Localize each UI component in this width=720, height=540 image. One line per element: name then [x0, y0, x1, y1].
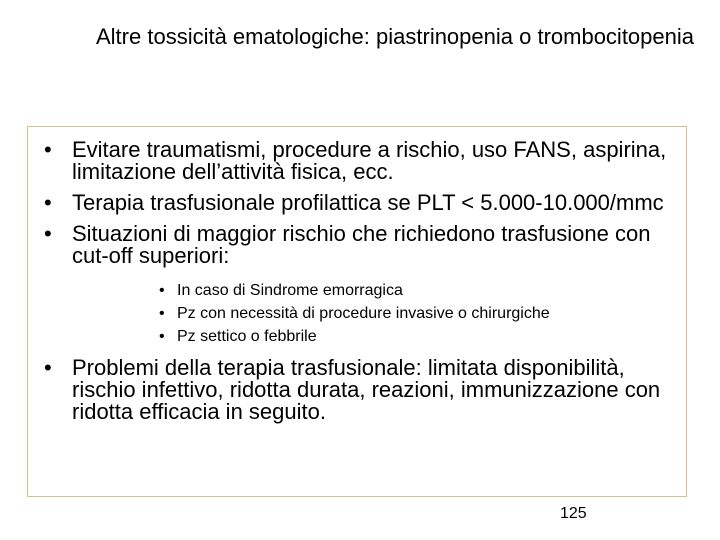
bullet-item: [28, 139, 686, 183]
sub-bullet-glyph: •: [159, 328, 165, 345]
sub-bullet-list: [72, 279, 676, 348]
bullet-glyph: •: [44, 190, 52, 215]
bullet-item: [28, 192, 686, 214]
bullet-text: Terapia trasfusionale profilattica se PLT < 5.000-10.000/mmc: [72, 190, 664, 215]
sub-bullet-text: Pz settico o febbrile: [177, 328, 317, 345]
sub-bullet-glyph: •: [159, 305, 165, 322]
bullet-glyph: •: [44, 137, 52, 162]
bullet-text: Problemi della terapia trasfusionale: limitata disponibilità, rischio infettivo, ridotta durata, reazioni, immunizzazione con ridotta efficacia in seguito.: [72, 355, 661, 424]
sub-bullet-glyph: •: [159, 282, 165, 299]
bullet-text: Situazioni di maggior rischio che richiedono trasfusione con cut-off superiori:: [72, 221, 651, 268]
bullet-list: [28, 139, 686, 432]
bullet-text: Evitare traumatismi, procedure a rischio, uso FANS, aspirina, limitazione dell’attività fisica, ecc.: [72, 137, 667, 184]
sub-bullet-text: Pz con necessità di procedure invasive o chirurgiche: [177, 305, 550, 322]
bullet-item: [28, 357, 686, 423]
sub-bullet-item: [72, 279, 676, 302]
bullet-glyph: •: [44, 221, 52, 246]
sub-bullet-item: [72, 302, 676, 325]
sub-bullet-item: [72, 325, 676, 348]
page-number: 125: [560, 505, 587, 522]
bullet-glyph: •: [44, 355, 52, 380]
bullet-item: [28, 223, 686, 348]
slide-title: Altre tossicità ematologiche: piastrinopenia o trombocitopenia: [96, 24, 694, 49]
content-box: [27, 126, 687, 497]
sub-bullet-text: In caso di Sindrome emorragica: [177, 282, 403, 299]
